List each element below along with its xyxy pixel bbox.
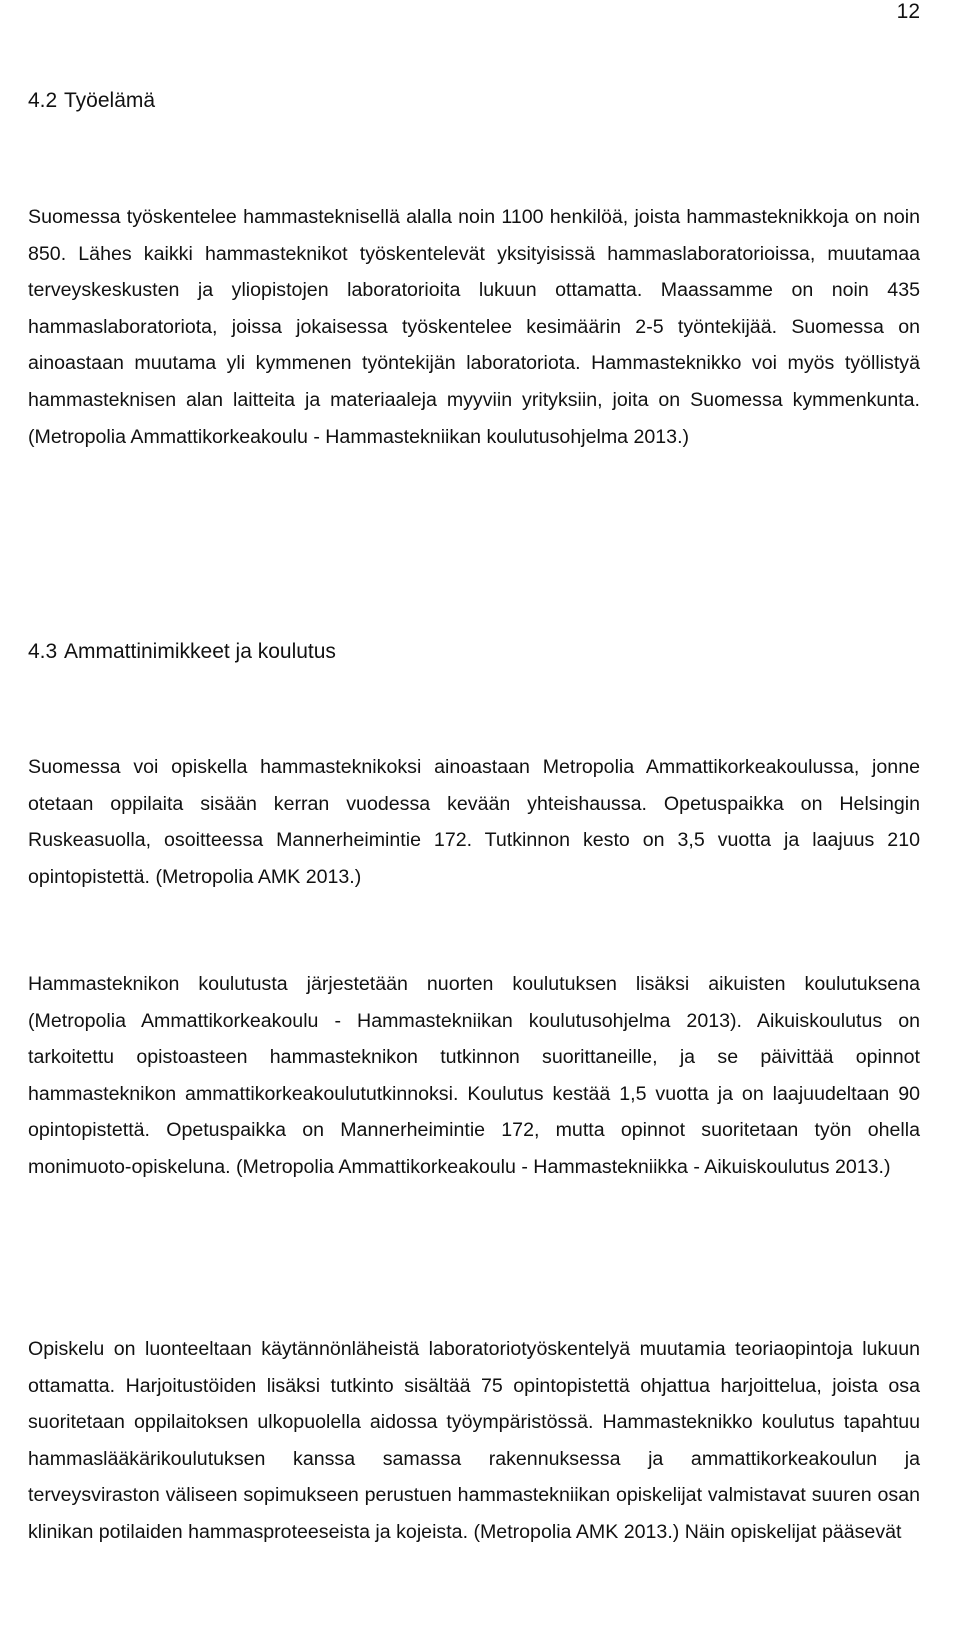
section-number: 4.3 [28,640,58,663]
section-title: Ammattinimikkeet ja koulutus [64,640,336,663]
paragraph: Suomessa voi opiskella hammasteknikoksi ainoastaan Metropolia Ammattikorkeakoulussa, jonne otetaan oppilaita sisään kerran vuodessa kevään yhteishaussa. Opetuspaikka on Helsingin Ruskeasuolla, osoitteessa Mannerheimintie 172. Tutkinnon kesto on 3,5 vuotta ja laajuus 210 opintopistettä. (Metropolia AMK 2013.) [28,756,920,888]
section-heading-4-2 [28,88,155,114]
paragraph: Hammasteknikon koulutusta järjestetään nuorten koulutuksen lisäksi aikuisten koulutuksena (Metropolia Ammattikorkeakoulu - Hammastekniikan koulutusohjelma 2013). Aikuiskoulutus on tarkoitettu opistoasteen hammasteknikon tutkinnon suorittaneille, ja se päivittää opinnot hammasteknikon ammattikorkeakoulututkinnoksi. Koulutus kestää 1,5 vuotta ja on laajuudeltaan 90 opintopistettä. Opetuspaikka on Mannerheimintie 172, mutta opinnot suoritetaan työn ohella monimuoto-opiskeluna. (Metropolia Ammattikorkeakoulu - Hammastekniikka - Aikuiskoulutus 2013.) [28,973,920,1178]
section-title: Työelämä [64,89,156,112]
section-heading-4-3 [28,639,336,665]
paragraph: Suomessa työskentelee hammasteknisellä alalla noin 1100 henkilöä, joista hammasteknikkoja on noin 850. Lähes kaikki hammasteknikot työskentelevät yksityisissä hammaslaboratorioissa, muutamaa terveyskeskusten ja yliopistojen laboratorioita lukuun ottamatta. Maassamme on noin 435 hammaslaboratoriota, joissa jokaisessa työskentelee kesimäärin 2-5 työntekijää. Suomessa on ainoastaan muutama yli kymmenen työntekijän laboratoriota. Hammasteknikko voi myös työllistyä hammasteknisen alan laitteita ja materiaaleja myyviin yrityksiin, joita on Suomessa kymmenkunta. (Metropolia Ammattikorkeakoulu - Hammastekniikan koulutusohjelma 2013.) [28,206,920,448]
paragraph: Opiskelu on luonteeltaan käytännönläheistä laboratoriotyöskentelyä muutamia teoriaopintoja lukuun ottamatta. Harjoitustöiden lisäksi tutkinto sisältää 75 opintopistettä ohjattua harjoittelua, joista osa suoritetaan oppilaitoksen ulkopuolella aidossa työympäristössä. Hammasteknikko koulutus tapahtuu hammaslääkärikoulutuksen kanssa samassa rakennuksessa ja ammattikorkeakoulun ja terveysviraston väliseen sopimukseen perustuen hammastekniikan opiskelijat valmistavat suuren osan klinikan potilaiden hammasproteeseista ja kojeista. (Metropolia AMK 2013.) Näin opiskelijat pääsevät [28,1338,920,1543]
section-number: 4.2 [28,89,58,112]
page-number: 12 [896,0,920,23]
